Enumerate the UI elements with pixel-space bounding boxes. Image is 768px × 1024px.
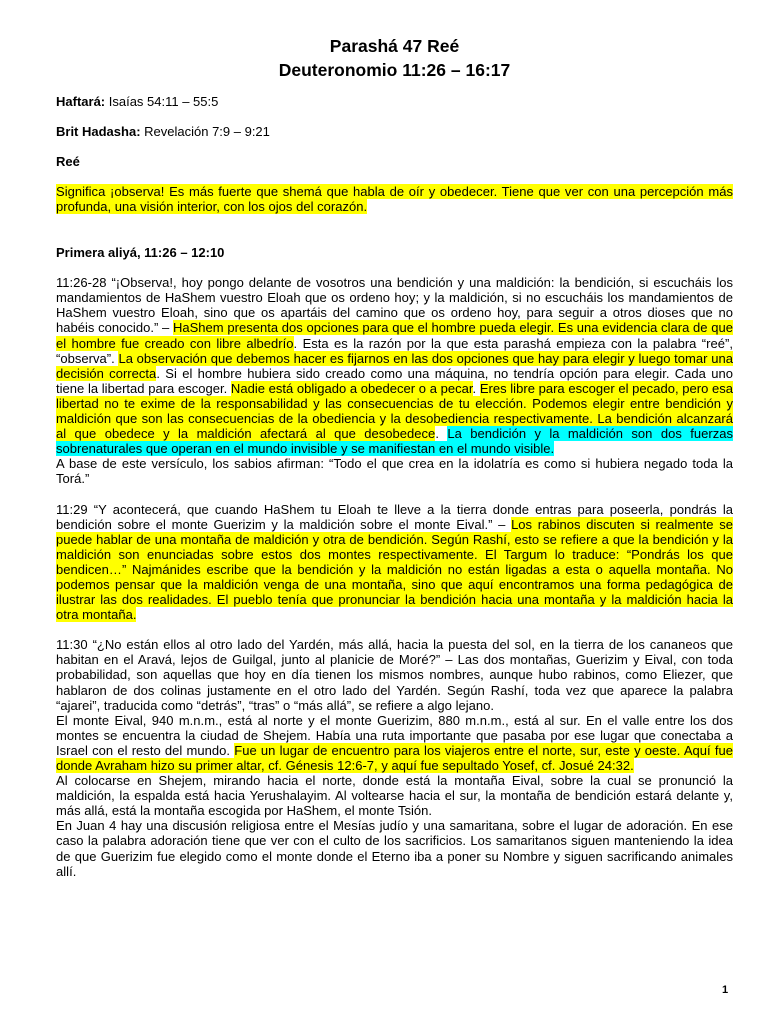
paragraph-juan-4: En Juan 4 hay una discusión religiosa entre el Mesías judío y una samaritana, sobre el lugar de adoración. En ese caso la palabra adoración tiene que ver con el culto de los sacrificios. Los samaritanos siguen manteniendo la idea de que Guerizim fue elegido como el monte donde el Eterno iba a poner su Nombre y siguen sacrificando animales allí. [56, 818, 733, 879]
paragraph-shejem: Al colocarse en Shejem, mirando hacia el norte, donde está la montaña Eival, sobre la cual se pronunció la maldición, la espalda está hacia Yerushalayim. Al voltearse hacia el sur, la montaña de bendición estará delante y, más allá, está la montaña escogida por HaShem, el monte Tsión. [56, 773, 733, 819]
ree-heading: Reé [56, 154, 80, 169]
highlight: La observación que debemos hacer es fijarnos en las dos opciones que hay para elegir y luego tomar una decisión correcta [56, 350, 733, 381]
intro-paragraph [56, 184, 733, 214]
highlight: Eres libre para escoger el pecado, pero esa libertad no te exime de la responsabilidad y las consecuencias de tu elección. Podemos elegir entre bendición y maldición que son las consecuencias de la obediencia y la desobediencia respectivamente. La bendición alcanzará al que obedece y la maldición afectará al que desobedece [56, 380, 734, 442]
title-line-2: Deuteronomio 11:26 – 16:17 [278, 60, 511, 80]
highlight-cyan: La bendición y la maldición son dos fuerzas sobrenaturales que operan en el mundo invisible y se manifiestan en el mundo visible [56, 426, 734, 457]
intro-text: Significa ¡observa! Es más fuerte que shemá que habla de oír y obedecer. Tiene que ver con una percepción más profunda, una visión interior, con los ojos del corazón. [56, 184, 733, 215]
haftara-label: Haftará: [56, 94, 106, 109]
highlight: Fue un lugar de encuentro para los viajeros entre el norte, sur, este y oeste. Aquí fue donde Avraham hizo su primer altar, cf. Génesis 12:6-7, y aquí fue sepultado Yosef, cf. Josué 24:32. [56, 742, 733, 773]
page-title [56, 34, 733, 82]
section-heading: Primera aliyá, 11:26 – 12:10 [56, 245, 225, 261]
paragraph-11-29: 11:29 “Y acontecerá, que cuando HaShem tu Eloah te lleve a la tierra donde entras para poseerla, pondrás la bendición sobre el monte Guerizim y la maldición sobre el monte Eival.” – Los rabinos discuten si realmente se puede hablar de una montaña de maldición y otra de bendición. Según Rashí, esto se refiere a que la bendición y la maldición son enunciadas sobre estos dos montes respectivamente. El Targum lo traduce: “Pondrás los que bendicen…” Najmánides escribe que la bendición y la maldición no están ligadas a esta o aquella montaña. No podemos pensar que la maldición venga de una montaña, sino que aquí encontramos una forma pedagógica de ilustrar las dos realidades. El pueblo tenía que pronunciar la bendición hacia una montaña y la maldición hacia la otra montaña. [56, 501, 733, 623]
brit-hadasha-value: Revelación 7:9 – 9:21 [140, 124, 270, 139]
brit-hadasha-label: Brit Hadasha: [56, 124, 141, 139]
title-line-1: Parashá 47 Reé [329, 36, 460, 56]
paragraph-11-30: 11:30 “¿No están ellos al otro lado del Yardén, más allá, hacia la puesta del sol, en la tierra de los cananeos que habitan en el Aravá, lejos de Guilgal, junto al planicie de Moré?” – Las dos montañas, Guerizim y Eival, con toda probabilidad, son aquellas que hoy en día tienen los mismos nombres, aunque hubo rabinos, como Eliezer, que hablaron de dos colinas justamente en el otro lado del Yardén. Según Rashí, toda vez que aparece la palabra “ajarei”, traducida como “detrás”, “tras” o “más allá”, se refiere a algo lejano. [56, 637, 733, 713]
highlight: HaShem presenta dos opciones para que el hombre pueda elegir. Es una evidencia clara de que el hombre fue creado con libre albedrío [56, 320, 733, 351]
page-number: 1 [722, 984, 729, 996]
brit-hadasha-line [56, 124, 733, 139]
paragraph-monte-eival: El monte Eival, 940 m.n.m., está al norte y el monte Guerizim, 880 m.n.m., está al sur. En el valle entre los dos montes se encuentra la ciudad de Shejem. Había una ruta importante que pasaba por ese lugar que conectaba a Israel con el resto del mundo. Fue un lugar de encuentro para los viajeros entre el norte, sur, este y oeste. Aquí fue donde Avraham hizo su primer altar, cf. Génesis 12:6-7, y aquí fue sepultado Yosef, cf. Josué 24:32. [56, 712, 733, 773]
highlight: Los rabinos discuten si realmente se puede hablar de una montaña de maldición y otra de bendición. Según Rashí, esto se refiere a que la bendición y la maldición son enunciadas sobre estos dos montes respectivamente. El Targum lo traduce: “Pondrás los que bendicen…” Najmánides escribe que la bendición y la maldición no están ligadas a esta o aquella montaña. No podemos pensar que la maldición venga de una montaña, sino que aquí encontramos una forma pedagógica de ilustrar las dos realidades. El pueblo tenía que pronunciar la bendición hacia una montaña y la maldición hacia la otra montaña [56, 516, 733, 623]
haftara-line [56, 94, 733, 109]
paragraph-11-26-28: 11:26-28 “¡Observa!, hoy pongo delante de vosotros una bendición y una maldición: la bendición, si escucháis los mandamientos de HaShem vuestro Eloah que os ordeno hoy; y la maldición, si no escucháis los mandamientos de HaShem vuestro Eloah, sino que os apartáis del camino que os ordeno hoy, para seguir a otros dioses que no habéis conocido.” – HaShem presenta dos opciones para que el hombre pueda elegir. Es una evidencia clara de que el hombre fue creado con libre albedrío. Esta es la razón por la que esta parashá empieza con la palabra “reé”, “observa”. La observación que debemos hacer es fijarnos en las dos opciones que hay para elegir y luego tomar una decisión correcta. Si el hombre hubiera sido creado como una máquina, no tendría opción para elegir. Cada uno tiene la libertad para escoger. Nadie está obligado a obedecer o a pecar. Eres libre para escoger el pecado, pero esa libertad no te exime de la responsabilidad y las consecuencias de tu elección. Podemos elegir entre bendición y maldición que son las consecuencias de la obediencia y la desobediencia respectivamente. La bendición alcanzará al que obedece y la maldición afectará al que desobedece. La bendición y la maldición son dos fuerzas sobrenaturales que operan en el mundo invisible y se manifiestan en el mundo visible. [56, 275, 734, 457]
highlight: Nadie está obligado a obedecer o a pecar [230, 380, 473, 396]
haftara-value: Isaías 54:11 – 55:5 [105, 94, 219, 109]
document-page [56, 34, 733, 879]
paragraph-sabios: A base de este versículo, los sabios afirman: “Todo el que crea en la idolatría es como si hubiera negado toda la Torá.” [56, 456, 733, 487]
